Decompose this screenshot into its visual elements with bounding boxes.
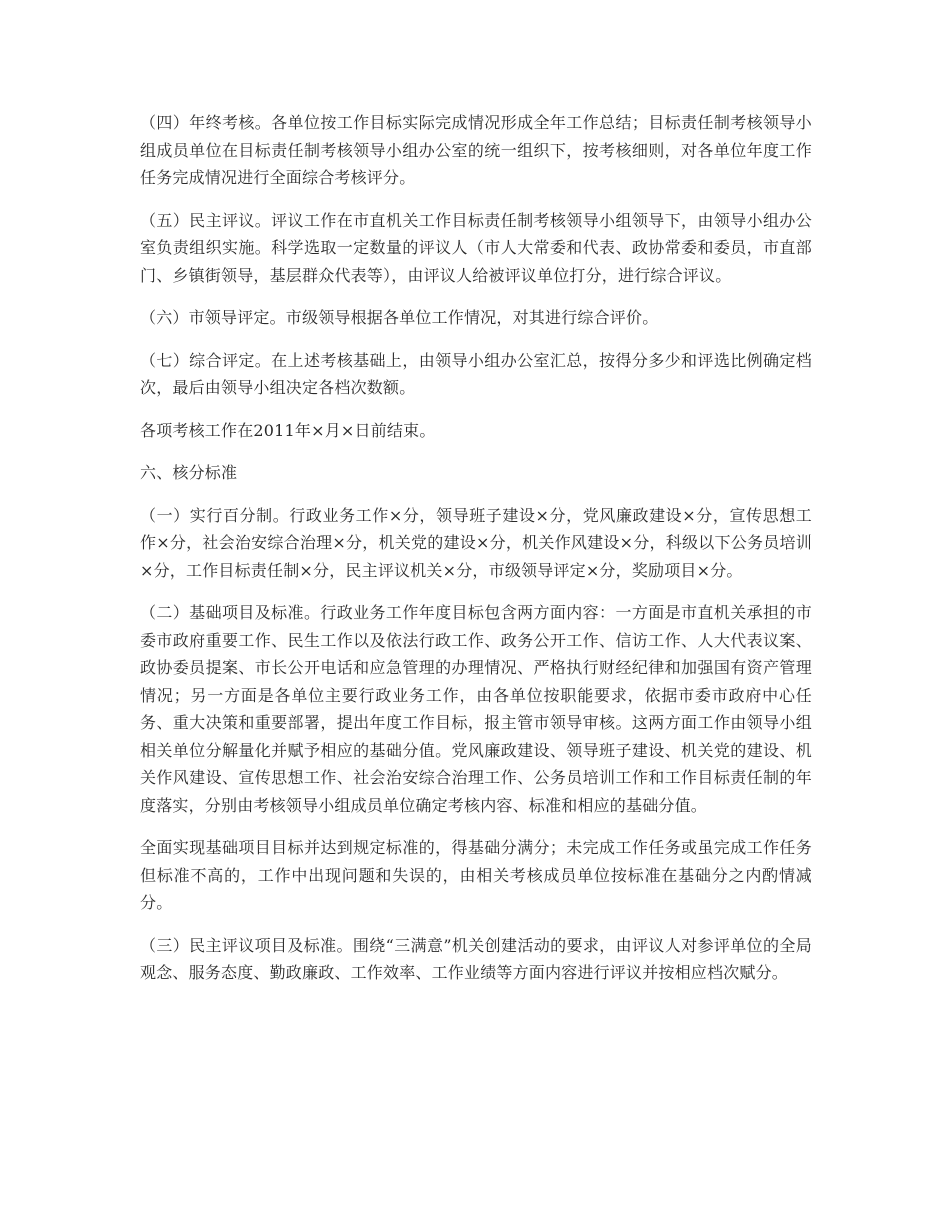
section-heading-scoring-standards: 六、核分标准 [140, 463, 238, 482]
paragraph-city-leader-evaluation: （六）市领导评定。市级领导根据各单位工作情况，对其进行综合评价。 [140, 308, 659, 327]
paragraph-democratic-review: （五）民主评议。评议工作在市直机关工作目标责任制考核领导小组领导下，由领导小组办公室负责组织实施。科学选取一定数量的评议人（市人大常委和代表、政协常委和委员，市直部门、乡镇街领导，基层群众代表等），由评议人给被评议单位打分，进行综合评议。 [140, 210, 812, 285]
paragraph-hundred-point-system: （一）实行百分制。行政业务工作×分，领导班子建设×分，党风廉政建设×分，宣传思想工作×分，社会治安综合治理×分，机关党的建设×分，机关作风建设×分，科级以下公务员培训×分，工作目标责任制×分，民主评议机关×分，市级领导评定×分，奖励项目×分。 [140, 505, 812, 580]
paragraph-comprehensive-evaluation: （七）综合评定。在上述考核基础上，由领导小组办公室汇总，按得分多少和评选比例确定档次，最后由领导小组决定各档次数额。 [140, 350, 812, 397]
paragraph-annual-assessment: （四）年终考核。各单位按工作目标实际完成情况形成全年工作总结；目标责任制考核领导小组成员单位在目标责任制考核领导小组办公室的统一组织下，按考核细则，对各单位年度工作任务完成情况进行全面综合考核评分。 [140, 113, 812, 187]
paragraph-full-score-rules: 全面实现基础项目目标并达到规定标准的，得基础分满分；未完成工作任务或虽完成工作任务但标准不高的，工作中出现问题和失误的，由相关考核成员单位按标准在基础分之内酌情减分。 [140, 838, 812, 912]
paragraph-basic-items: （二）基础项目及标准。行政业务工作年度目标包含两方面内容：一方面是市直机关承担的市委市政府重要工作、民生工作以及依法行政工作、政务公开工作、信访工作、人大代表议案、政协委员提案、市长公开电话和应急管理的办理情况、严格执行财经纪律和加强国有资产管理情况；另一方面是各单位主要行政业务工作，由各单位按职能要求，依据市委市政府中心任务、重大决策和重要部署，提出年度工作目标，报主管市领导审核。这两方面工作由领导小组相关单位分解量化并赋予相应的基础分值。党风廉政建设、领导班子建设、机关党的建设、机关作风建设、宣传思想工作、社会治安综合治理工作、公务员培训工作和工作目标责任制的年度落实，分别由考核领导小组成员单位确定考核内容、标准和相应的基础分值。 [140, 603, 812, 815]
paragraph-deadline: 各项考核工作在2011年×月×日前结束。 [140, 420, 436, 440]
paragraph-democratic-review-items: （三）民主评议项目及标准。围绕“三满意”机关创建活动的要求，由评议人对参评单位的全局观念、服务态度、勤政廉政、工作效率、工作业绩等方面内容进行评议并按相应档次赋分。 [140, 935, 812, 982]
document-page [140, 109, 812, 1002]
